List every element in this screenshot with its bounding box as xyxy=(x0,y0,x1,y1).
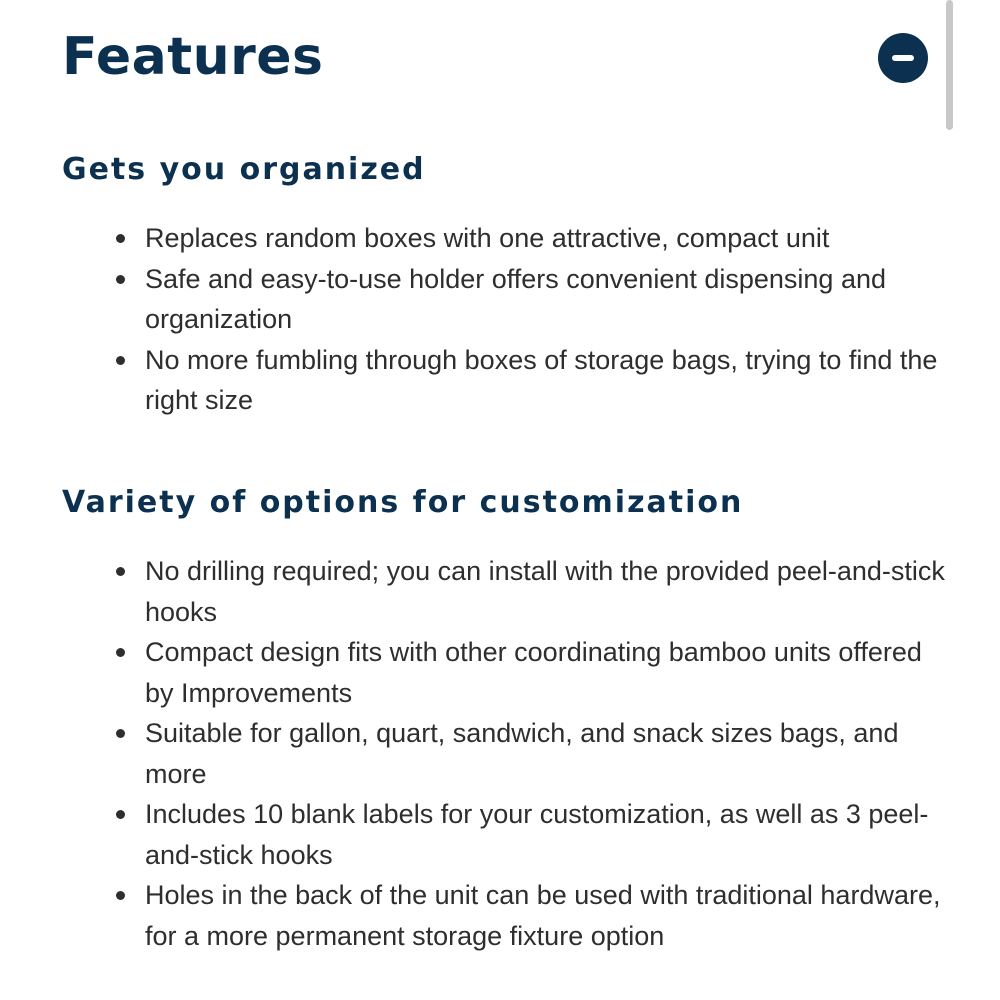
features-header[interactable] xyxy=(62,22,932,102)
section-heading-organized: Gets you organized xyxy=(62,152,426,187)
list-item: No more fumbling through boxes of storage bags, trying to find the right size xyxy=(145,340,945,421)
list-item: Replaces random boxes with one attractive, compact unit xyxy=(145,218,945,259)
list-item: Compact design fits with other coordinating bamboo units offered by Improvements xyxy=(145,632,945,713)
customization-feature-list xyxy=(145,551,945,956)
minus-icon xyxy=(892,55,914,61)
collapse-button[interactable] xyxy=(878,33,928,83)
list-item: Includes 10 blank labels for your customization, as well as 3 peel-and-stick hooks xyxy=(145,794,945,875)
organized-feature-list xyxy=(145,218,945,421)
features-title: Features xyxy=(62,27,324,87)
scrollbar-thumb[interactable] xyxy=(946,0,953,130)
list-item: No drilling required; you can install with the provided peel-and-stick hooks xyxy=(145,551,945,632)
list-item: Safe and easy-to-use holder offers convenient dispensing and organization xyxy=(145,259,945,340)
list-item: Holes in the back of the unit can be used with traditional hardware, for a more permanent storage fixture option xyxy=(145,875,945,956)
list-item: Suitable for gallon, quart, sandwich, and snack sizes bags, and more xyxy=(145,713,945,794)
section-heading-customization: Variety of options for customization xyxy=(62,485,744,520)
